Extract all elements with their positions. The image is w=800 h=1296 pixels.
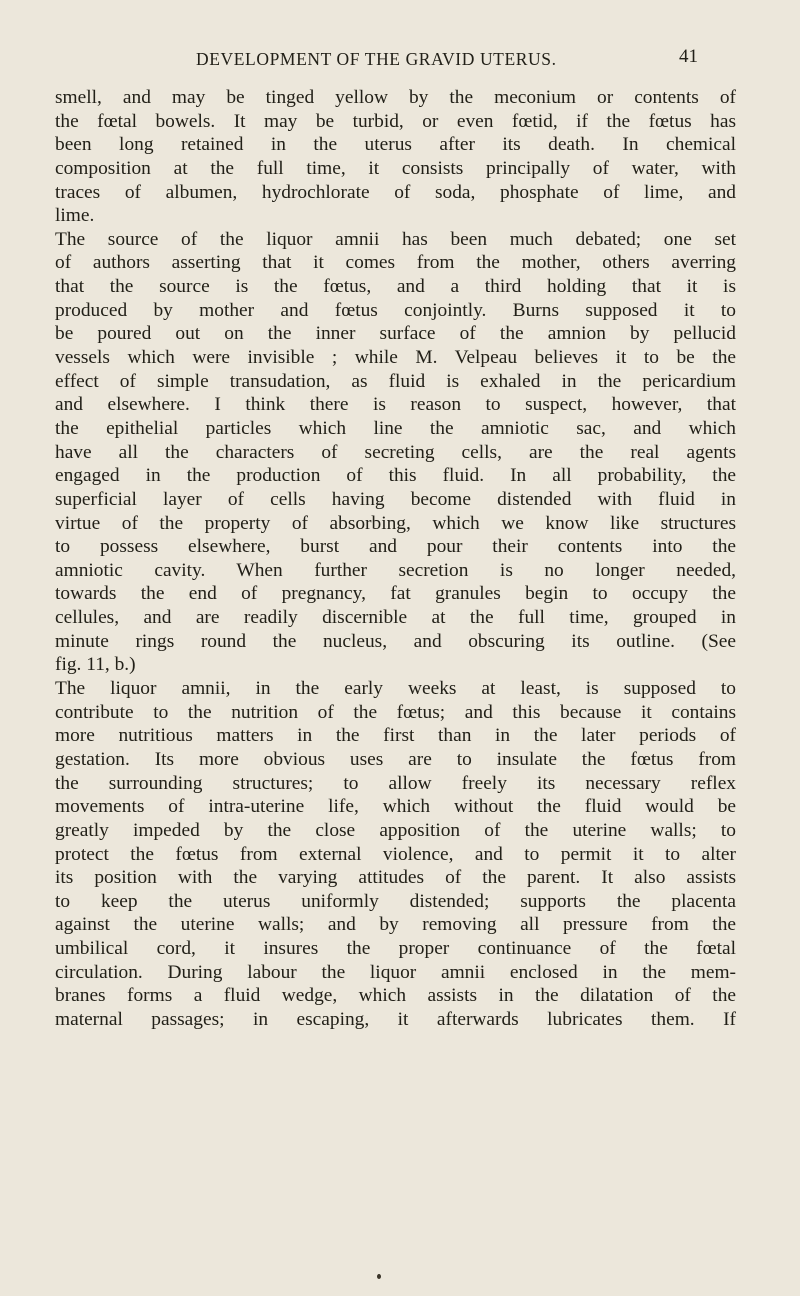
text-line: against the uterine walls; and by removing all pressure from the xyxy=(55,914,736,936)
text-line: be poured out on the inner surface of the amnion by pellucid xyxy=(55,323,736,345)
text-line: to keep the uterus uniformly distended; supports the placenta xyxy=(55,890,736,912)
text-line: traces of albumen, hydrochlorate of soda, phosphate of lime, and xyxy=(55,181,736,203)
text-line: superficial layer of cells having become distended with fluid in xyxy=(55,488,736,510)
text-line: been long retained in the uterus after its death. In chemical xyxy=(55,134,736,156)
text-line: the fœtal bowels. It may be turbid, or even fœtid, if the fœtus has xyxy=(55,110,736,132)
text-line: gestation. Its more obvious uses are to insulate the fœtus from xyxy=(55,748,736,770)
page-header xyxy=(0,44,800,74)
text-line: circulation. During labour the liquor amnii enclosed in the mem- xyxy=(55,961,736,983)
text-line: minute rings round the nucleus, and obscuring its outline. (See xyxy=(55,630,736,652)
text-line: that the source is the fœtus, and a third holding that it is xyxy=(55,276,736,298)
body-text xyxy=(55,86,736,1032)
text-line: its position with the varying attitudes of the parent. It also assists xyxy=(55,867,736,889)
text-line: virtue of the property of absorbing, which we know like structures xyxy=(55,512,736,534)
text-line: of authors asserting that it comes from the mother, others averring xyxy=(55,252,736,274)
text-line: amniotic cavity. When further secretion is no longer needed, xyxy=(55,559,736,581)
text-line: lime. xyxy=(55,205,95,227)
text-line: towards the end of pregnancy, fat granules begin to occupy the xyxy=(55,583,736,605)
text-line: engaged in the production of this fluid. In all probability, the xyxy=(55,465,736,487)
page-number: 41 xyxy=(679,46,698,67)
text-line: greatly impeded by the close apposition of the uterine walls; to xyxy=(55,819,736,841)
text-line: effect of simple transudation, as fluid is exhaled in the pericardium xyxy=(55,370,736,392)
ink-speck xyxy=(377,1274,381,1279)
text-line: branes forms a fluid wedge, which assists in the dilatation of the xyxy=(55,985,736,1007)
text-line: composition at the full time, it consists principally of water, with xyxy=(55,157,736,179)
text-line: vessels which were invisible ; while M. Velpeau believes it to be the xyxy=(55,347,736,369)
running-head: DEVELOPMENT OF THE GRAVID UTERUS. xyxy=(196,49,557,69)
text-line: to possess elsewhere, burst and pour their contents into the xyxy=(55,536,736,558)
text-line: protect the fœtus from external violence, and to permit it to alter xyxy=(55,843,736,865)
text-line: produced by mother and fœtus conjointly. Burns supposed it to xyxy=(55,299,736,321)
text-line: maternal passages; in escaping, it afterwards lubricates them. If xyxy=(55,1008,736,1030)
text-line: movements of intra-uterine life, which without the fluid would be xyxy=(55,796,736,818)
text-line: umbilical cord, it insures the proper continuance of the fœtal xyxy=(55,938,736,960)
text-line: The source of the liquor amnii has been much debated; one set xyxy=(55,228,736,250)
text-line: have all the characters of secreting cells, are the real agents xyxy=(55,441,736,463)
text-line: cellules, and are readily discernible at the full time, grouped in xyxy=(55,607,736,629)
text-line: more nutritious matters in the first than in the later periods of xyxy=(55,725,736,747)
text-line: contribute to the nutrition of the fœtus; and this because it contains xyxy=(55,701,736,723)
text-line: the surrounding structures; to allow freely its necessary reflex xyxy=(55,772,736,794)
text-line: fig. 11, b.) xyxy=(55,654,136,676)
text-line: and elsewhere. I think there is reason to suspect, however, that xyxy=(55,394,736,416)
text-line: the epithelial particles which line the amniotic sac, and which xyxy=(55,417,736,439)
text-line: The liquor amnii, in the early weeks at least, is supposed to xyxy=(55,678,736,700)
text-line: smell, and may be tinged yellow by the meconium or contents of xyxy=(55,87,736,108)
